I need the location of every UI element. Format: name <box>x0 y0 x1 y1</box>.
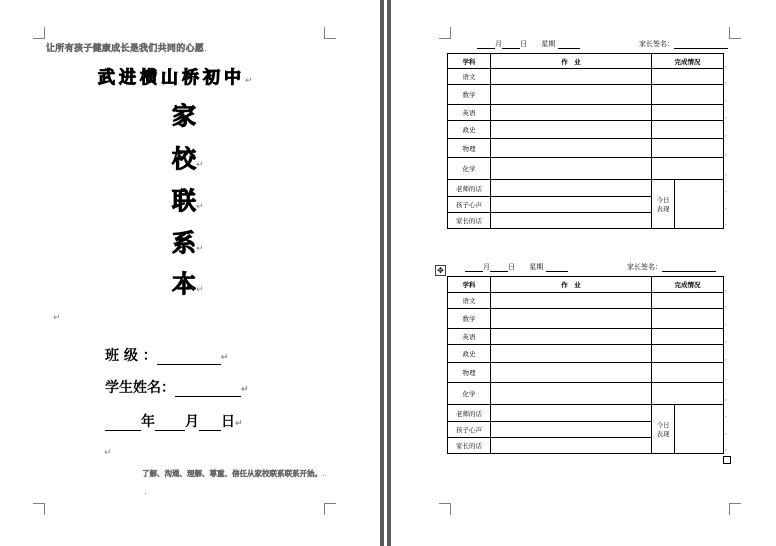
status-cell[interactable] <box>652 345 724 363</box>
month-label: 月 <box>185 414 199 430</box>
homework-cell[interactable] <box>491 121 652 139</box>
title-char[interactable]: 本↵ <box>172 270 204 298</box>
homework-cell[interactable] <box>491 85 652 105</box>
status-cell[interactable] <box>652 309 724 329</box>
record-1-header[interactable]: 月 日 星期 <box>477 39 580 49</box>
month-blank[interactable] <box>155 416 185 431</box>
col-status: 完成情况 <box>652 54 724 69</box>
homework-cell[interactable] <box>491 383 652 405</box>
comment-label: 孩子心声 <box>448 197 491 213</box>
status-cell[interactable] <box>652 85 724 105</box>
crop-mark <box>33 503 45 515</box>
school-name[interactable]: 武进横山桥初中↵ <box>98 68 253 88</box>
homework-cell[interactable] <box>491 158 652 180</box>
row-end-mark: , <box>725 355 727 362</box>
comment-label: 老师的话 <box>448 180 491 197</box>
day-blank[interactable] <box>199 416 221 431</box>
title-char[interactable]: 校↵ <box>172 145 204 173</box>
comment-label: 家长的话 <box>448 213 491 229</box>
row-end-mark: , <box>725 150 727 157</box>
subject-cell: 语文 <box>448 293 491 309</box>
today-label: 今日 表现 <box>652 180 675 229</box>
status-cell[interactable] <box>652 158 724 180</box>
student-name-label: 学生姓名： <box>105 380 175 396</box>
crop-mark <box>439 503 451 515</box>
paragraph-mark: ↵ <box>104 448 112 458</box>
record-2-table[interactable] <box>447 276 724 454</box>
date-field[interactable]: 年 月 日↵ <box>105 411 243 431</box>
status-cell[interactable] <box>652 69 724 85</box>
paragraph-mark: . <box>144 487 147 497</box>
paragraph-mark: ↵ <box>53 313 61 323</box>
page-divider <box>380 0 384 546</box>
slogan[interactable]: 让所有孩子健康成长是我们共同的心愿. <box>46 44 208 54</box>
student-name-blank[interactable] <box>175 382 241 397</box>
status-cell[interactable] <box>652 363 724 383</box>
status-cell[interactable] <box>652 293 724 309</box>
homework-cell[interactable] <box>491 363 652 383</box>
row-end-mark: , <box>725 445 727 452</box>
homework-cell[interactable] <box>491 139 652 158</box>
homework-cell[interactable] <box>491 293 652 309</box>
row-end-mark: , <box>725 113 727 120</box>
subject-cell: 英语 <box>448 329 491 345</box>
comment-cell[interactable] <box>491 180 652 197</box>
table-move-handle-icon[interactable]: ✥ <box>435 265 446 276</box>
subject-cell: 物理 <box>448 363 491 383</box>
row-end-mark: , <box>725 62 727 69</box>
status-cell[interactable] <box>652 329 724 345</box>
row-end-mark: , <box>725 170 727 177</box>
day-label: 日 <box>221 414 235 430</box>
crop-mark <box>729 503 741 515</box>
subject-cell: 数学 <box>448 309 491 329</box>
row-end-mark: , <box>725 337 727 344</box>
year-label: 年 <box>141 414 155 430</box>
record-2-header[interactable]: 月 日 星期 <box>465 262 568 272</box>
class-label: 班 级 ： <box>105 348 157 364</box>
row-end-mark: , <box>725 320 727 327</box>
subject-cell: 政史 <box>448 345 491 363</box>
row-end-mark: , <box>725 395 727 402</box>
record-1-table[interactable] <box>447 53 724 229</box>
today-cell[interactable] <box>675 405 724 454</box>
row-end-mark: , <box>725 131 727 138</box>
student-name-field[interactable]: 学生姓名： ↵ <box>105 380 249 396</box>
subject-cell: 物理 <box>448 139 491 158</box>
row-end-mark: , <box>725 204 727 211</box>
col-homework: 作 业 <box>491 277 652 293</box>
comment-cell[interactable] <box>491 213 652 229</box>
homework-cell[interactable] <box>491 329 652 345</box>
crop-mark <box>324 503 336 515</box>
subject-cell: 英语 <box>448 105 491 121</box>
today-cell[interactable] <box>675 180 724 229</box>
homework-cell[interactable] <box>491 345 652 363</box>
status-cell[interactable] <box>652 139 724 158</box>
comment-cell[interactable] <box>491 438 652 454</box>
col-homework: 作 业 <box>491 54 652 69</box>
homework-cell[interactable] <box>491 309 652 329</box>
left-page <box>0 0 380 546</box>
table-resize-handle[interactable] <box>723 456 731 464</box>
title-char[interactable]: 联↵ <box>172 187 204 215</box>
crop-mark <box>729 27 741 39</box>
comment-cell[interactable] <box>491 422 652 438</box>
homework-cell[interactable] <box>491 69 652 85</box>
row-end-mark: , <box>725 286 727 293</box>
status-cell[interactable] <box>652 121 724 139</box>
comment-label: 孩子心声 <box>448 422 491 438</box>
col-subject: 学科 <box>448 277 491 293</box>
comment-label: 家长的话 <box>448 438 491 454</box>
record-1-parent-sign[interactable]: 家长签名： <box>639 39 728 49</box>
row-end-mark: , <box>725 78 727 85</box>
class-field[interactable]: 班 级 ： ↵ <box>105 348 229 364</box>
subject-cell: 数学 <box>448 85 491 105</box>
today-label: 今日 表现 <box>652 405 675 454</box>
status-cell[interactable] <box>652 105 724 121</box>
homework-cell[interactable] <box>491 105 652 121</box>
record-2-parent-sign[interactable]: 家长签名： <box>627 262 716 272</box>
title-char[interactable]: 家 <box>172 102 196 130</box>
row-end-mark: , <box>725 375 727 382</box>
row-end-mark: , <box>725 429 727 436</box>
status-cell[interactable] <box>652 383 724 405</box>
subject-cell: 语文 <box>448 69 491 85</box>
row-end-mark: , <box>725 412 727 419</box>
crop-mark <box>439 27 451 39</box>
row-end-mark: , <box>725 302 727 309</box>
col-subject: 学科 <box>448 54 491 69</box>
crop-mark <box>33 27 45 39</box>
subject-cell: 化学 <box>448 158 491 180</box>
col-status: 完成情况 <box>652 277 724 293</box>
row-end-mark: , <box>725 187 727 194</box>
comment-cell[interactable] <box>491 405 652 422</box>
comment-cell[interactable] <box>491 197 652 213</box>
title-char[interactable]: 系↵ <box>172 229 204 257</box>
class-blank[interactable] <box>157 350 221 365</box>
motto[interactable]: 了解、沟通、理解、尊重、信任从家校联系联系开始。. <box>142 469 325 479</box>
subject-cell: 政史 <box>448 121 491 139</box>
year-blank[interactable] <box>105 416 141 431</box>
subject-cell: 化学 <box>448 383 491 405</box>
crop-mark <box>324 27 336 39</box>
comment-label: 老师的话 <box>448 405 491 422</box>
row-end-mark: , <box>725 220 727 227</box>
row-end-mark: , <box>725 96 727 103</box>
